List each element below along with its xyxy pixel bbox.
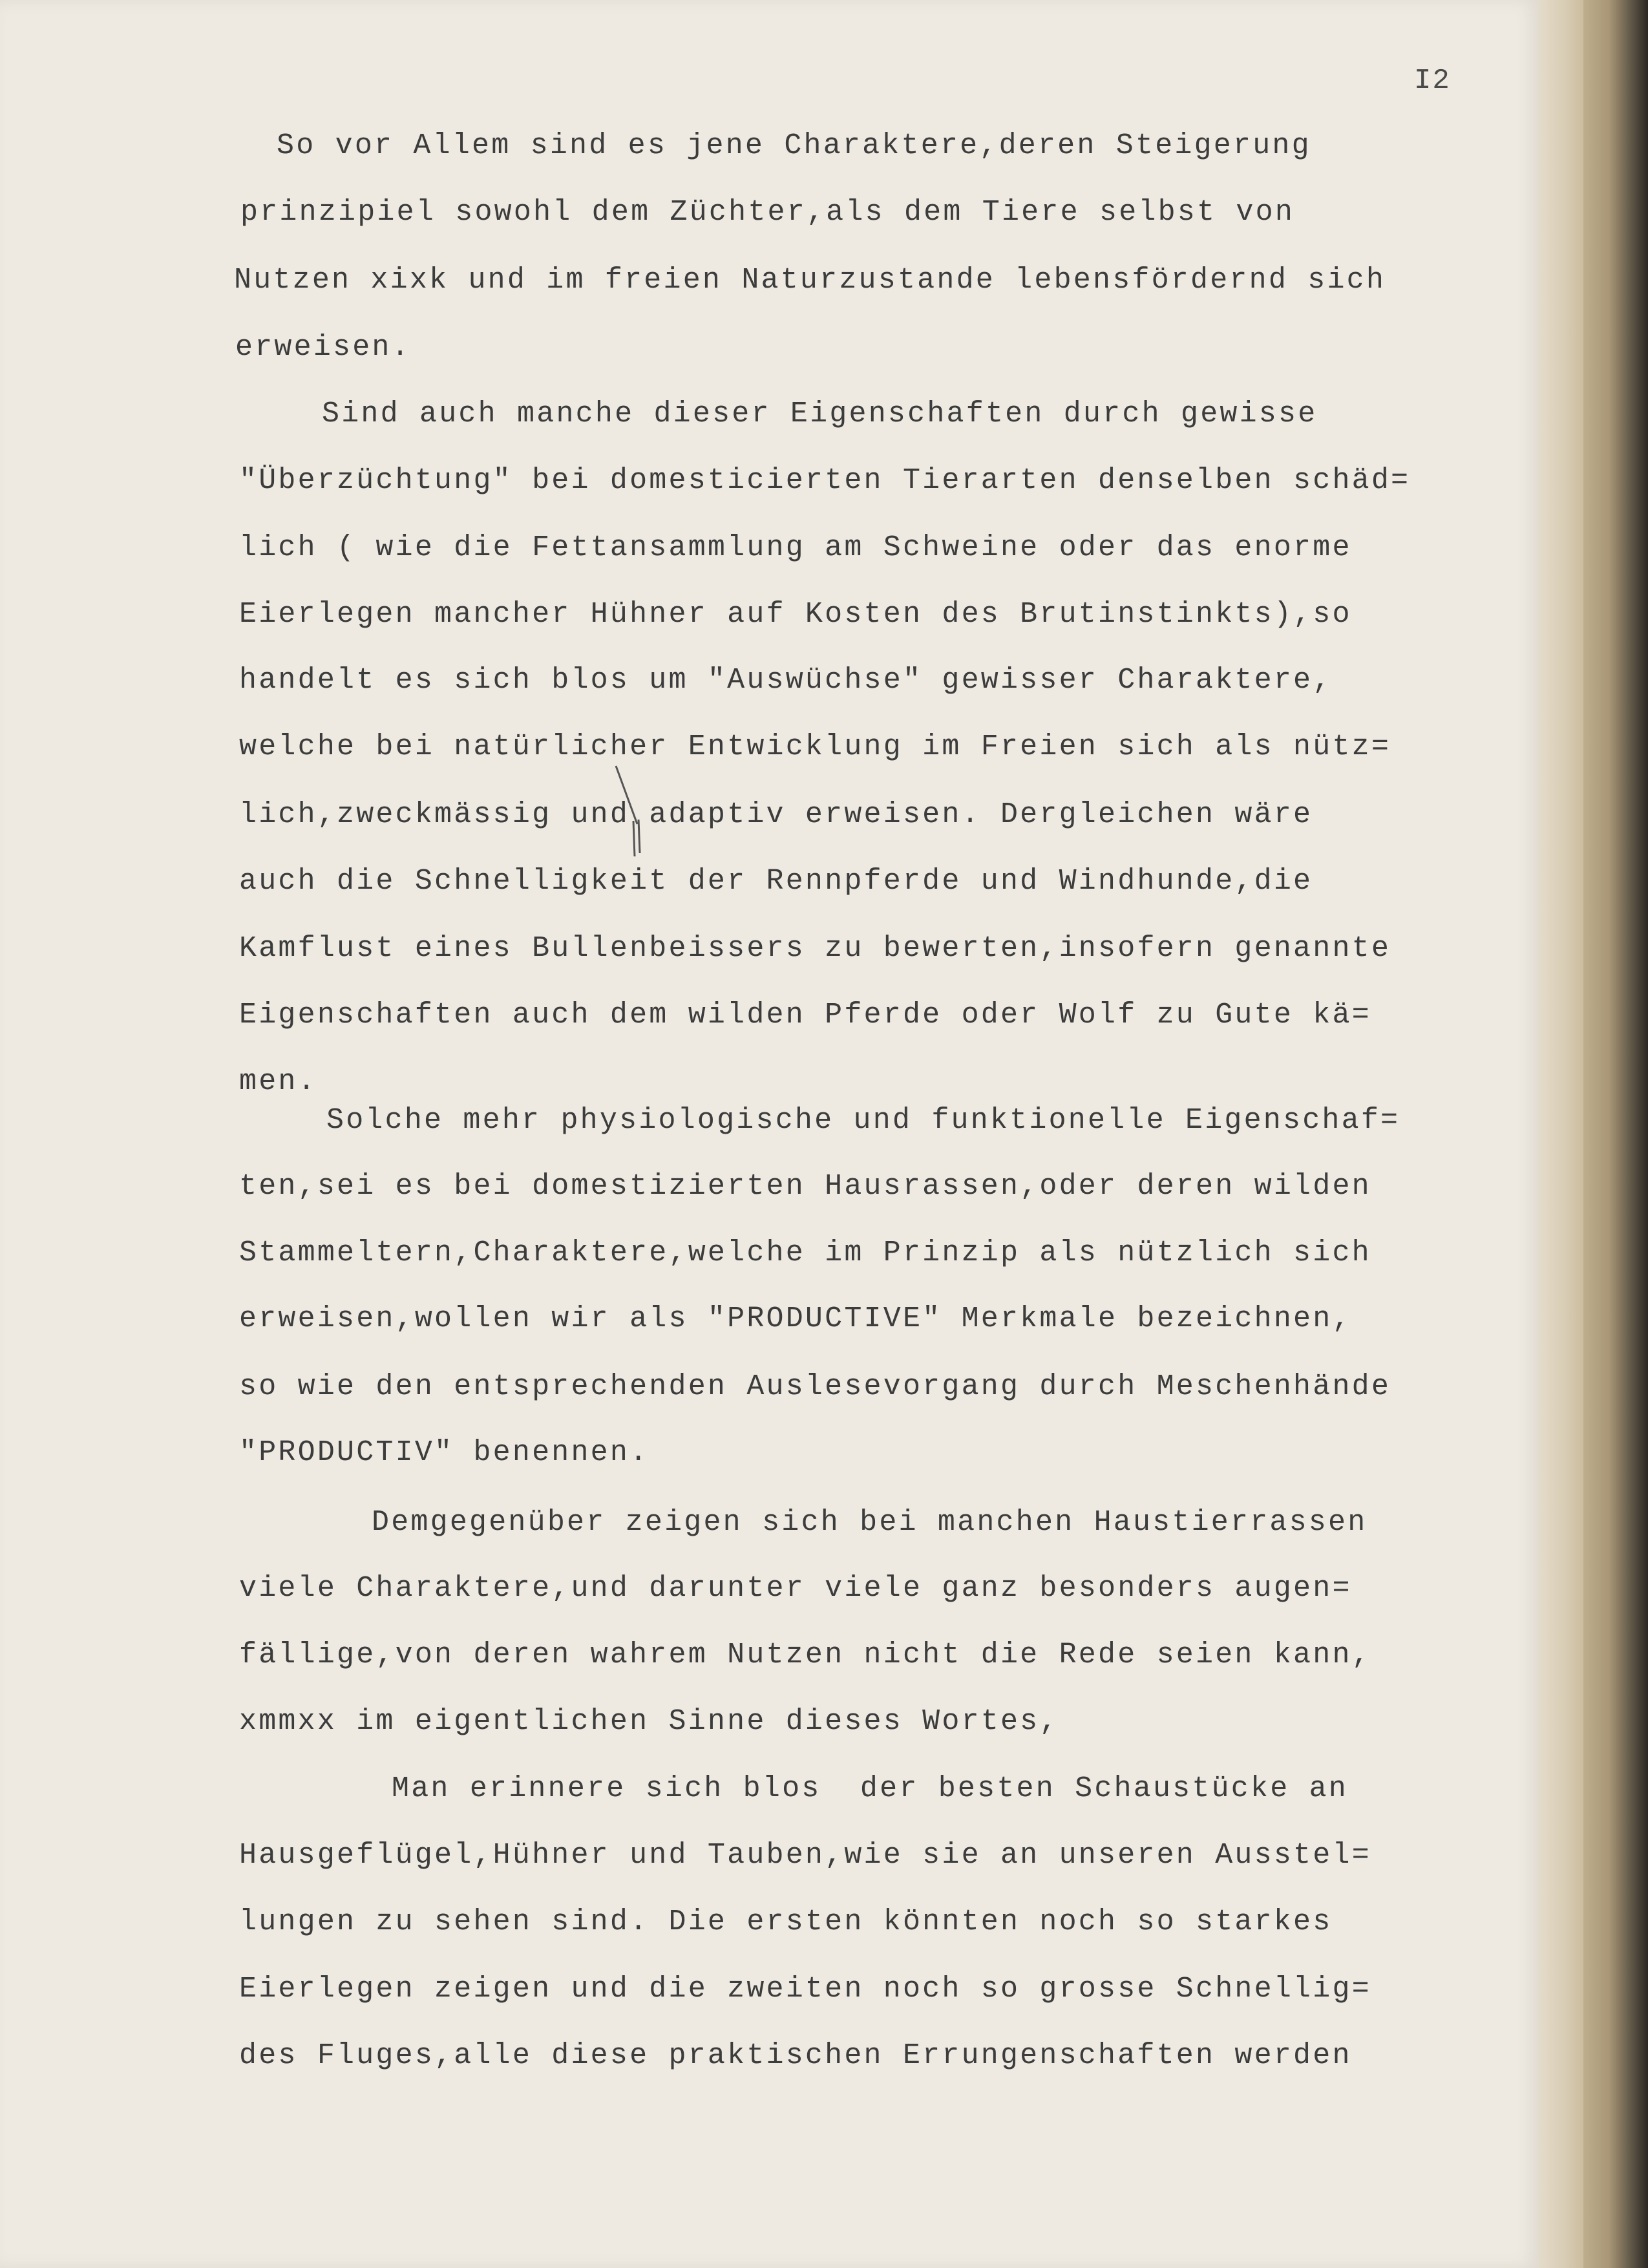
text-line: lich,zweckmässig und adaptiv erweisen. Dergleichen wäre <box>239 798 1313 831</box>
text-line: Nutzen xixk und im freien Naturzustande lebensfördernd sich <box>234 264 1386 297</box>
text-line: "PRODUCTIV" benennen. <box>239 1436 650 1469</box>
text-line: Man erinnere sich blos der besten Schaustücke an <box>392 1772 1349 1805</box>
text-line: lich ( wie die Fettansammlung am Schweine oder das enorme <box>239 531 1352 564</box>
text-line: Eigenschaften auch dem wilden Pferde oder Wolf zu Gute kä= <box>239 999 1371 1032</box>
text-line: welche bei natürlicher Entwicklung im Freien sich als nütz= <box>239 730 1391 763</box>
text-line: "Überzüchtung" bei domesticierten Tierarten denselben schäd= <box>239 464 1411 497</box>
text-line: erweisen,wollen wir als "PRODUCTIVE" Merkmale bezeichnen, <box>239 1302 1352 1335</box>
text-line: Solche mehr physiologische und funktionelle Eigenschaf= <box>326 1104 1400 1137</box>
text-line: So vor Allem sind es jene Charaktere,deren Steigerung <box>277 129 1311 162</box>
text-line: Stammeltern,Charaktere,welche im Prinzip als nützlich sich <box>239 1236 1371 1269</box>
text-line: erweisen. <box>235 331 411 364</box>
pencil-mark-icon <box>613 763 651 860</box>
page-edge <box>1538 0 1583 2268</box>
text-line: ten,sei es bei domestizierten Hausrassen,oder deren wilden <box>239 1170 1371 1203</box>
text-line: Eierlegen mancher Hühner auf Kosten des Brutinstinkts),so <box>239 598 1352 631</box>
text-line: xmmxx im eigentlichen Sinne dieses Wortes, <box>239 1705 1059 1738</box>
text-line: Kamflust eines Bullenbeissers zu bewerten,insofern genannte <box>239 932 1391 965</box>
text-line: handelt es sich blos um "Auswüchse" gewisser Charaktere, <box>239 664 1333 697</box>
text-line: viele Charaktere,und darunter viele ganz besonders augen= <box>239 1572 1352 1605</box>
page-number: I2 <box>1414 65 1451 97</box>
text-line: so wie den entsprechenden Auslesevorgang durch Meschenhände <box>239 1370 1391 1403</box>
binding-edge <box>1583 0 1648 2268</box>
text-line: Hausgeflügel,Hühner und Tauben,wie sie an unseren Ausstel= <box>239 1839 1371 1872</box>
text-line: lungen zu sehen sind. Die ersten könnten noch so starkes <box>239 1905 1333 1938</box>
text-line: prinzipiel sowohl dem Züchter,als dem Tiere selbst von <box>240 196 1295 229</box>
text-line: men. <box>239 1065 317 1098</box>
text-line: auch die Schnelligkeit der Rennpferde und Windhunde,die <box>239 865 1313 898</box>
text-line: fällige,von deren wahrem Nutzen nicht die Rede seien kann, <box>239 1638 1371 1671</box>
text-line: Demgegenüber zeigen sich bei manchen Haustierrassen <box>372 1506 1368 1539</box>
text-line: Eierlegen zeigen und die zweiten noch so grosse Schnellig= <box>239 1973 1371 2006</box>
text-line: Sind auch manche dieser Eigenschaften durch gewisse <box>322 397 1318 430</box>
text-line: des Fluges,alle diese praktischen Errungenschaften werden <box>239 2039 1352 2072</box>
